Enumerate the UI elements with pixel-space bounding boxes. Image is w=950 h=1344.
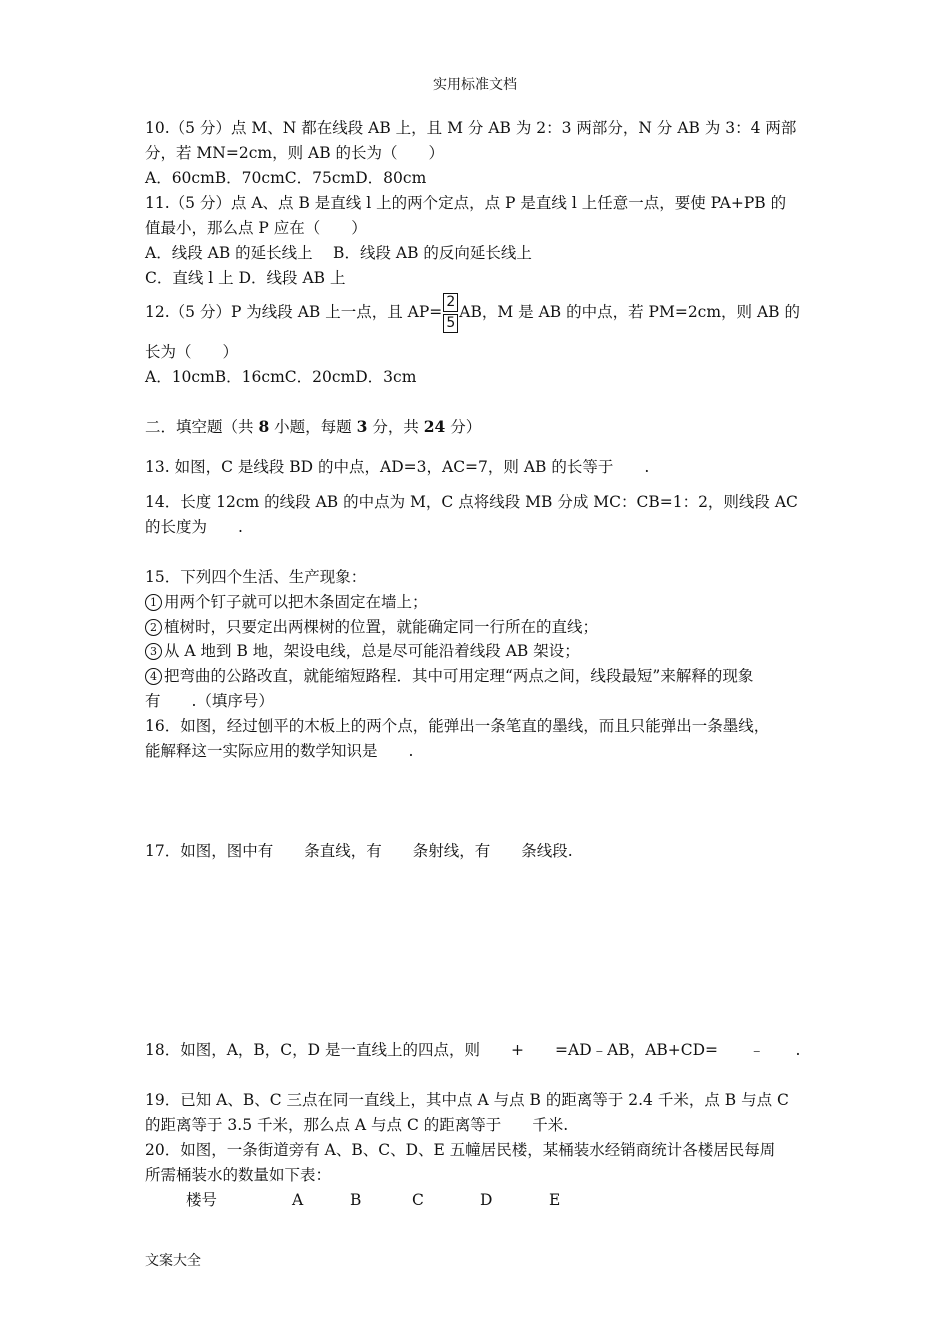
section2-text: 分）	[445, 418, 482, 436]
section2-text: 二．填空题（共	[145, 418, 259, 436]
q15-intro: 15．下列四个生活、生产现象：	[145, 568, 367, 586]
q20-line2: 所需桶装水的数量如下表：	[145, 1166, 332, 1184]
section2-title	[145, 417, 481, 437]
table-header-e: E	[549, 1191, 561, 1209]
q12-line1	[145, 292, 800, 333]
q16-line2: 能解释这一实际应用的数学知识是 .	[145, 742, 414, 760]
page-footer: 文案大全	[145, 1253, 201, 1269]
q15-item-text: 用两个钉子就可以把木条固定在墙上；	[164, 593, 428, 611]
q15-item-2	[145, 617, 598, 637]
q15-item-4	[145, 666, 753, 686]
q10-line1: 10.（5 分）点 M、N 都在线段 AB 上，且 M 分 AB 为 2：3 两部分，N 分 AB 为 3：4 两部	[145, 119, 797, 137]
circled-number: 3	[145, 643, 162, 660]
table-header-c: C	[412, 1191, 424, 1209]
circled-number: 4	[145, 668, 162, 685]
q15-item-text: 植树时，只要定出两棵树的位置，就能确定同一行所在的直线；	[164, 618, 599, 636]
q11-options-1: A．线段 AB 的延长线上 B．线段 AB 的反向延长线上	[145, 244, 532, 262]
q15-item-text: 把弯曲的公路改直，就能缩短路程．其中可用定理“两点之间，线段最短”来解释的现象	[164, 667, 754, 685]
q12-line2: 长为（ ）	[145, 343, 239, 361]
q13: 13. 如图，C 是线段 BD 的中点，AD=3，AC=7，则 AB 的长等于 .	[145, 458, 650, 476]
q12-options: A．10cmB．16cmC．20cmD．3cm	[145, 368, 417, 386]
q15-tail: 有 .（填序号）	[145, 692, 274, 710]
q14-line1: 14．长度 12cm 的线段 AB 的中点为 M，C 点将线段 MB 分成 MC：CB=1：2，则线段 AC	[145, 493, 798, 511]
section2-text: 小题，每题	[269, 418, 357, 436]
q11-line1: 11.（5 分）点 A、点 B 是直线 l 上的两个定点，点 P 是直线 l 上任意一点，要使 PA+PB 的	[145, 194, 787, 212]
circled-number: 1	[145, 594, 162, 611]
q10-line2: 分，若 MN=2cm，则 AB 的长为（ ）	[145, 144, 445, 162]
q11-options-2: C．直线 l 上 D．线段 AB 上	[145, 269, 346, 287]
table-header-a: A	[292, 1191, 304, 1209]
q19-line1: 19．已知 A、B、C 三点在同一直线上，其中点 A 与点 B 的距离等于 2.4 千米，点 B 与点 C	[145, 1091, 789, 1109]
q15-item-1	[145, 592, 428, 612]
q18: 18．如图，A，B，C，D 是一直线上的四点，则 + =AD﹣AB，AB+CD= ﹣ .	[145, 1041, 801, 1059]
fraction-denominator: 5	[443, 314, 458, 333]
q12-text-pre: 12.（5 分）P 为线段 AB 上一点，且 AP=	[145, 303, 443, 321]
table-header-b: B	[350, 1191, 362, 1209]
section2-count: 8	[258, 417, 270, 436]
q10-options: A．60cmB．70cmC．75cmD．80cm	[145, 169, 427, 187]
section2-each: 3	[356, 417, 368, 436]
q17: 17．如图，图中有 条直线，有 条射线，有 条线段.	[145, 842, 573, 860]
circled-number: 2	[145, 619, 162, 636]
section2-text: 分，共	[367, 418, 424, 436]
table-header-d: D	[480, 1191, 493, 1209]
fraction-two-fifths	[443, 293, 458, 333]
section2-total: 24	[423, 417, 446, 436]
q20-line1: 20．如图，一条街道旁有 A、B、C、D、E 五幢居民楼，某桶装水经销商统计各楼居民每周	[145, 1141, 776, 1159]
page-header: 实用标准文档	[433, 77, 517, 93]
q14-line2: 的长度为 .	[145, 518, 243, 536]
fraction-numerator: 2	[443, 293, 458, 312]
q12-text-post: AB，M 是 AB 的中点，若 PM=2cm，则 AB 的	[459, 303, 800, 321]
q15-item-text: 从 A 地到 B 地，架设电线，总是尽可能沿着线段 AB 架设；	[164, 642, 580, 660]
q11-line2: 值最小，那么点 P 应在（ ）	[145, 219, 367, 237]
q19-line2: 的距离等于 3.5 千米，那么点 A 与点 C 的距离等于 千米.	[145, 1116, 569, 1134]
q16-line1: 16．如图，经过刨平的木板上的两个点，能弹出一条笔直的墨线，而且只能弹出一条墨线，	[145, 717, 770, 735]
q15-item-3	[145, 641, 580, 661]
table-header-label: 楼号	[186, 1191, 218, 1209]
